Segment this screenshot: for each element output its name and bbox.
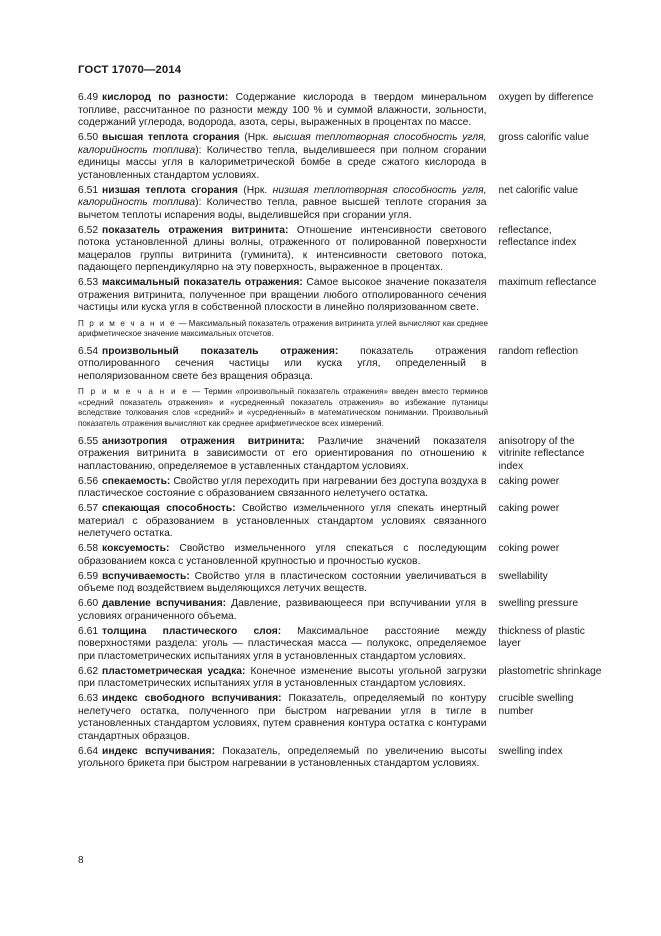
term-entry [78,543,638,568]
term-entry [78,132,638,182]
note-text: — Максимальный показатель отражения витринита углей вычисляют как среднее арифметическое значение максимальных отсчетов. [78,318,488,339]
note-text: — Термин «произвольный показатель отражения» введен вместо терминов «средний показатель отражения» и «усредненный показатель отражения» во избежание путаницы вследствие толкования слов «средний» и «усредненный» в математическом понимании. Произвольный показатель отражения вычисляют как среднее арифметическое всех измерений. [78,387,488,428]
definition-text: Отношение интенсивности светового потока установленной длины волны, отраженного от полированной поверхности мацералов группы витринита (гуминита), к интенсивности светового потока, падающего перпендикулярно на эту поверхность, выраженное в процентах. [78,224,487,273]
term-entry [78,598,638,623]
definition-text: Свойство измельченного угля спекать инертный материал с образованием в установленных стандартом условиях связанного нелетучего остатка. [78,503,487,540]
term-definition [78,92,487,130]
english-equivalent: swelling pressure [498,598,579,610]
term-number: 6.51 [78,184,99,196]
term-keyword: толщина пластического слоя: [102,625,282,637]
term-keyword: коксуемость: [102,543,170,555]
term-definition [78,598,487,623]
definition-text: Максимальное расстояние между поверхностями раздела: уголь — пластическая масса — полукокс, определяемое при пластометрических испытаниях угля в установленных стандартом условиях. [78,625,487,662]
term-definition [78,666,487,691]
definition-text: Давление, развивающееся при вспучивании угля в условиях ограниченного объема. [78,598,487,622]
term-number: 6.58 [78,543,99,555]
term-definition [78,132,487,182]
term-definition [78,476,487,501]
definition-text: Различие значений показателя отражения витринита в зависимости от его ориентирования по отношению к напластованию, определяемое в уставленных стандартом условиях. [78,435,487,472]
nrk-term: низшая теплотворная способность угля, калорийность топлива [78,184,487,208]
nrk-term: высшая теплотворная способность угля, калорийность топлива [78,132,487,156]
definition-text: ): Количество тепла, равное высшей теплоте сгорания за вычетом теплоты испарения воды, выделившейся при сгорании угля. [78,197,487,221]
term-keyword: анизотропия отражения витринита: [102,435,305,447]
term-entry [78,436,638,474]
term-keyword: вспучиваемость: [102,570,190,582]
definition-text: Свойство измельченного угля спекаться с последующим образованием кокса с установленной крупностью и прочностью кусков. [78,543,487,567]
entry-note [78,319,488,340]
term-definition [78,436,487,474]
term-entry [78,277,638,315]
term-definition [78,693,487,743]
term-number: 6.62 [78,665,99,677]
english-equivalent: caking power [498,503,560,515]
term-entry [78,346,638,384]
english-equivalent: reflectance, reflectance index [498,224,577,248]
term-entry [78,476,638,501]
term-keyword: кислород по разности: [102,92,229,103]
terms-list [78,92,638,773]
term-entry [78,746,638,771]
term-definition [78,503,487,541]
definition-text: Свойство угля переходить при нагревании без доступа воздуха в пластическое состояние с образованием связанного нелетучего остатка. [78,475,487,500]
term-entry [78,626,638,664]
term-entry [78,225,638,275]
entry-note [78,387,488,429]
term-entry [78,571,638,596]
term-number: 6.63 [78,693,99,705]
english-equivalent: thickness of plastic layer [498,625,585,650]
definition-text: показатель отражения отполированного сечения частицы или куска угля, определенный в неполяризованном свете без вращения образца. [78,345,487,382]
term-number: 6.64 [78,745,99,757]
definition-text: Показатель, определяемый по контуру нелетучего остатка, полученного при быстром нагревании угля в тигле в установленных стандартом условиях, путем сравнения контура остатка с контурами стандартных образцов. [78,693,487,742]
definition-text: Содержание кислорода в твердом минеральном топливе, рассчитанное по разности между 100 % и суммой влажности, зольности, содержаний углерода, водорода, азота, серы, выраженных в процентах по массе. [78,92,487,128]
english-equivalent: swelling index [498,745,563,757]
term-keyword: произвольный показатель отражения: [102,345,339,357]
term-number: 6.53 [78,277,99,288]
note-label: П р и м е ч а н и е [78,318,177,328]
nrk-prefix: (Нрк. [237,184,273,196]
term-number: 6.50 [78,132,99,143]
term-definition [78,346,487,384]
english-equivalent: coking power [498,543,560,555]
english-equivalent: random reflection [498,345,579,357]
term-keyword: низшая теплота сгорания [102,184,238,196]
term-definition [78,746,487,771]
term-definition [78,185,487,223]
term-keyword: спекаемость: [102,475,171,487]
term-number: 6.57 [78,503,99,515]
term-number: 6.49 [78,92,99,103]
english-equivalent: plastometric shrinkage [498,665,602,677]
definition-text: ): Количество тепла, выделившееся при полном сгорании единицы массы угля в калориметрической бомбе в среде сжатого кислорода в установленных стандартом условиях. [78,144,487,181]
term-definition [78,571,487,596]
definition-text: Показатель, определяемый по увеличению высоты угольного брикета при быстром нагревании в установленных стандартом условиях. [78,745,487,770]
term-definition [78,543,487,568]
english-equivalent: gross calorific value [498,132,589,143]
english-equivalent: swellability [498,570,548,582]
page-number: 8 [78,855,84,866]
term-number: 6.54 [78,345,99,357]
term-entry [78,185,638,223]
term-number: 6.55 [78,435,99,447]
term-definition [78,277,487,315]
nrk-prefix: (Нрк. [239,132,273,143]
term-entry [78,92,638,130]
term-keyword: давление вспучивания: [102,598,227,610]
term-entry [78,503,638,541]
term-keyword: пластометрическая усадка: [102,665,246,677]
term-keyword: показатель отражения витринита: [102,224,289,236]
definition-text: Конечное изменение высоты угольной загрузки при пластометрических испытаниях угля в установленных стандартом условиях. [78,665,487,690]
english-equivalent: crucible swelling number [498,693,574,717]
term-entry [78,666,638,691]
term-keyword: индекс свободного вспучивания: [102,693,282,705]
term-keyword: высшая теплота сгорания [102,132,240,143]
english-equivalent: oxygen by difference [498,92,594,103]
english-equivalent: net calorific value [498,184,579,196]
term-number: 6.56 [78,475,99,487]
term-definition [78,225,487,275]
term-number: 6.59 [78,570,99,582]
term-keyword: индекс вспучивания: [102,745,215,757]
definition-text: Свойство угля в пластическом состоянии увеличиваться в объеме под воздействием выделяющихся летучих веществ. [78,570,487,595]
english-equivalent: anisotropy of the vitrinite reflectance index [498,435,585,472]
note-label: П р и м е ч а н и е [78,387,189,397]
english-equivalent: maximum reflectance [498,277,597,288]
term-definition [78,626,487,664]
term-keyword: максимальный показатель отражения: [102,277,303,288]
term-number: 6.60 [78,598,99,610]
term-number: 6.52 [78,224,99,236]
term-entry [78,693,638,743]
definition-text: Самое высокое значение показателя отражения витринита, полученное при вращении любого отполированного сечения частицы или куска угля в собственной плоскости в линейно поляризованном свете. [78,277,487,313]
standard-header: ГОСТ 17070—2014 [78,64,182,76]
term-keyword: спекающая способность: [102,503,236,515]
term-number: 6.61 [78,625,99,637]
english-equivalent: caking power [498,475,560,487]
